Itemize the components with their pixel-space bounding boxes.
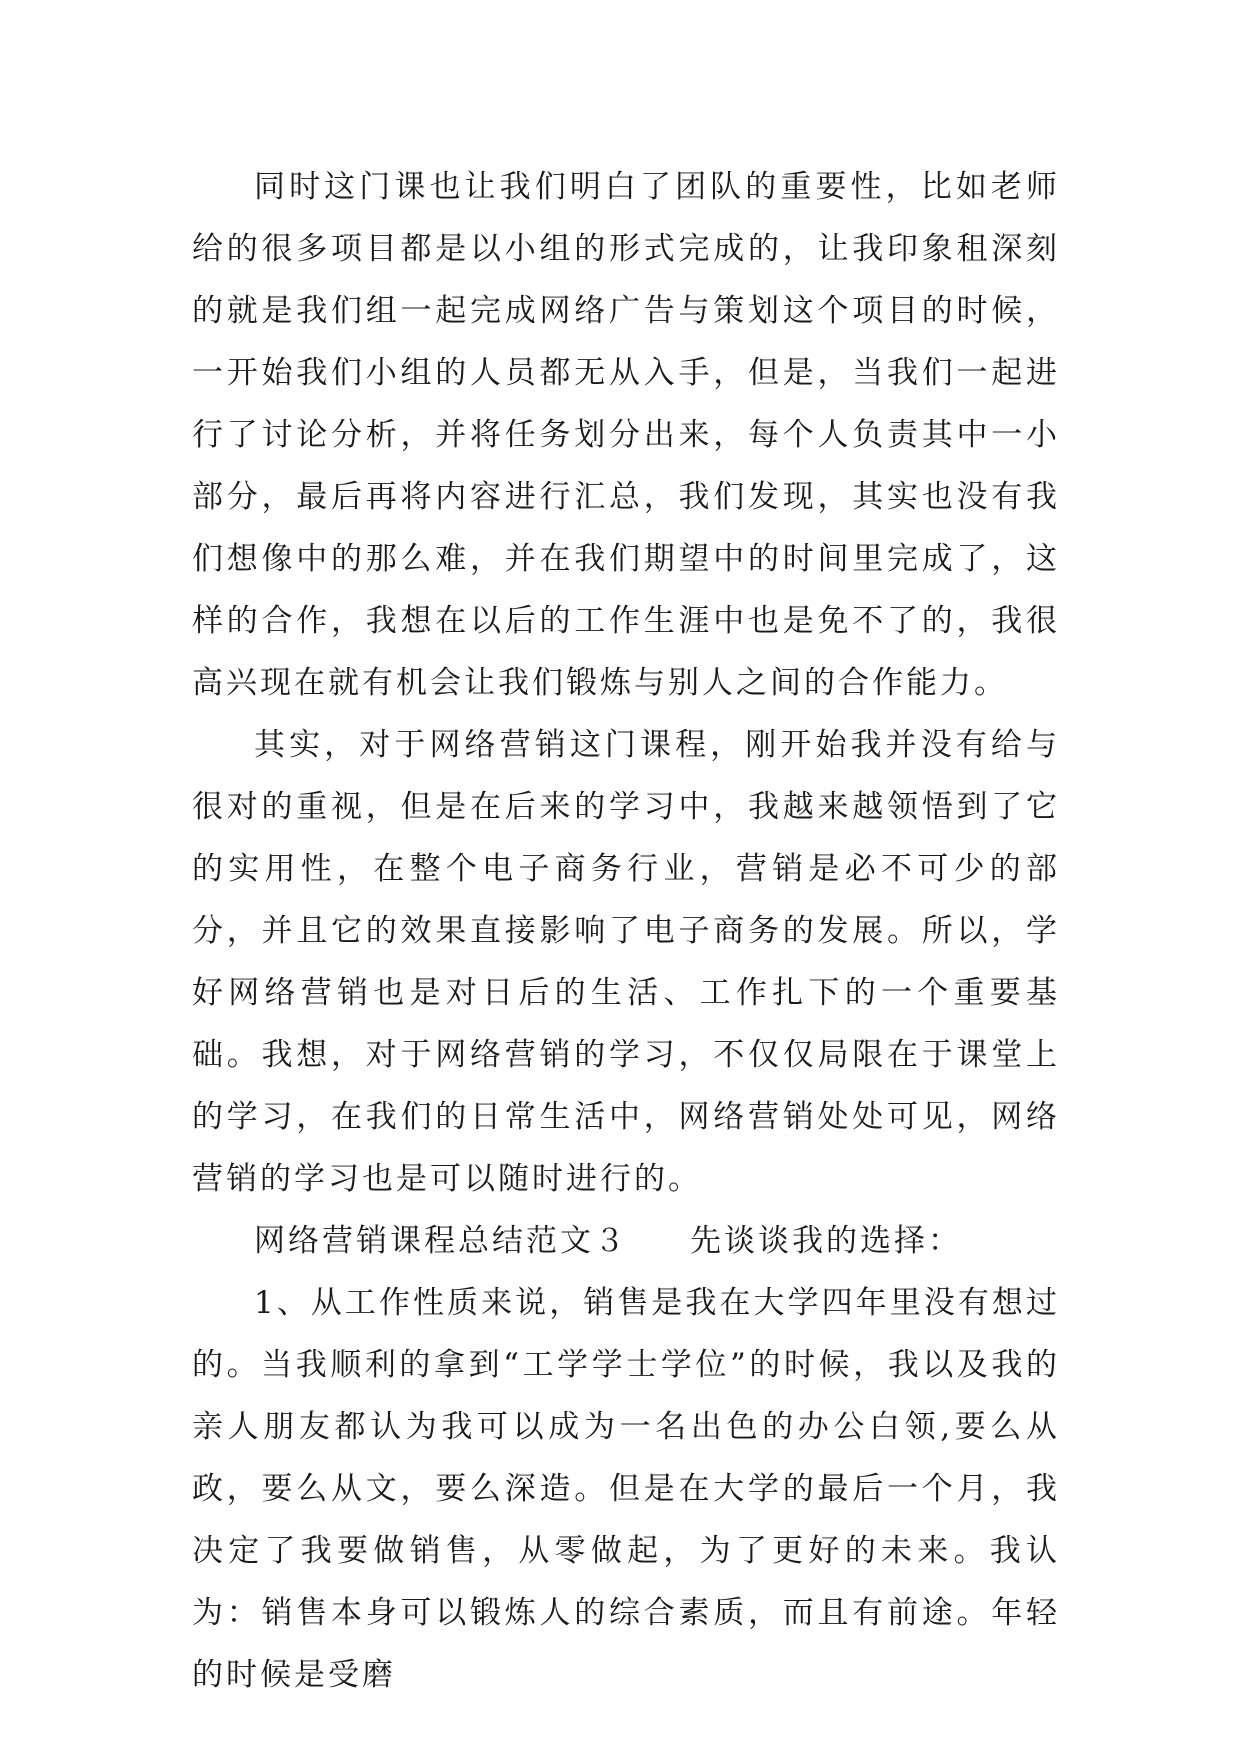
section-title: 网络营销课程总结范文３ — [254, 1223, 628, 1259]
section-heading-line — [192, 1210, 1060, 1272]
paragraph-teamwork: 同时这门课也让我们明白了团队的重要性，比如老师给的很多项目都是以小组的形式完成的，让我印象租深刻的就是我们组一起完成网络广告与策划这个项目的时候，一开始我们小组的人员都无从入手，但是，当我们一起进行了讨论分析，并将任务划分出来，每个人负责其中一小部分，最后再将内容进行汇总，我们发现，其实也没有我们想像中的那么难，并在我们期望中的时间里完成了，这样的合作，我想在以后的工作生涯中也是免不了的，我很高兴现在就有机会让我们锻炼与别人之间的合作能力。 — [192, 169, 1060, 701]
document-body — [192, 156, 1060, 1706]
paragraph-choice-1: 1、从工作性质来说，销售是我在大学四年里没有想过的。当我顺利的拿到“工学学士学位”的时候，我以及我的亲人朋友都认为我可以成为一名出色的办公白领,要么从政，要么从文，要么深造。但是在大学的最后一个月，我决定了我要做销售，从零做起，为了更好的未来。我认为：销售本身可以锻炼人的综合素质，而且有前途。年轻的时候是受磨 — [192, 1285, 1060, 1693]
paragraph-course-value: 其实，对于网络营销这门课程，刚开始我并没有给与很对的重视，但是在后来的学习中，我越来越领悟到了它的实用性，在整个电子商务行业，营销是必不可少的部分，并且它的效果直接影响了电子商务的发展。所以，学好网络营销也是对日后的生活、工作扎下的一个重要基础。我想，对于网络营销的学习，不仅仅局限在于课堂上的学习，在我们的日常生活中，网络营销处处可见，网络营销的学习也是可以随时进行的。 — [192, 727, 1060, 1197]
section-intro: 先谈谈我的选择： — [690, 1223, 962, 1259]
